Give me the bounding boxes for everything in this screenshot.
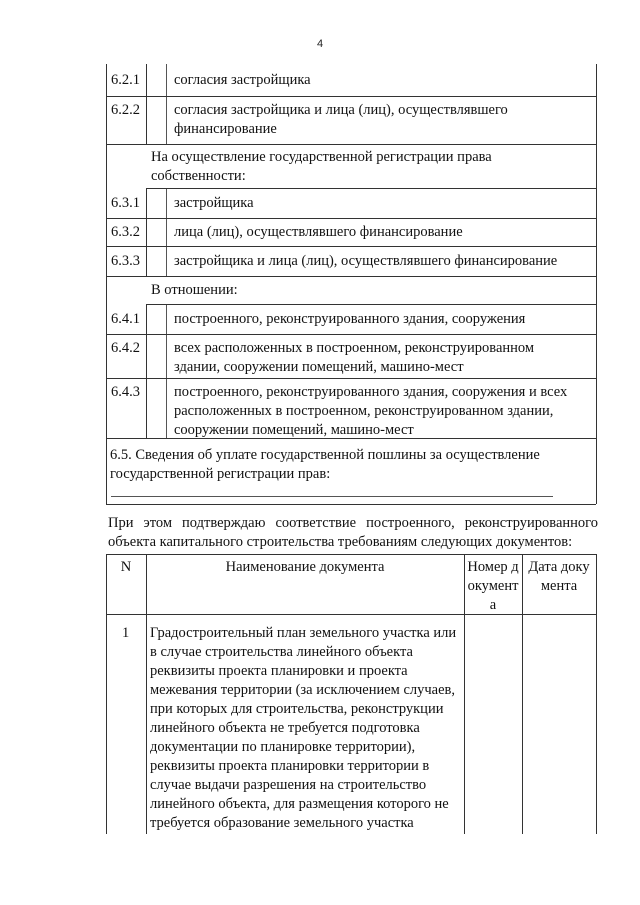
- row-text: всех расположенных в построенном, реконструированном здании, сооружении помещений, машино-мест: [174, 340, 535, 375]
- table-code-column-line: [146, 188, 147, 276]
- row-code: 6.3.1: [111, 195, 140, 211]
- row-code: 6.2.2: [111, 102, 140, 118]
- row-code: 6.4.2: [111, 340, 140, 356]
- row-separator: [146, 188, 596, 189]
- column-separator: [522, 554, 523, 834]
- row-text: застройщика и лица (лиц), осуществлявшего финансирование: [174, 253, 558, 269]
- row-text: лица (лиц), осуществлявшего финансирование: [174, 224, 463, 240]
- table-bottom-border: [106, 504, 596, 505]
- row-separator: [106, 378, 596, 379]
- fee-text: 6.5. Сведения об уплате государственной пошлины за осуществление государственной регистрации прав:: [110, 447, 540, 482]
- row-code: 6.3.3: [111, 253, 140, 269]
- row-number: 1: [122, 625, 130, 641]
- header-date: Дата документа: [528, 559, 590, 594]
- section-heading: В отношении:: [151, 282, 238, 298]
- table-border-right: [596, 64, 597, 504]
- row-separator: [106, 144, 596, 145]
- row-separator: [106, 334, 596, 335]
- row-text: построенного, реконструированного здания, сооружения: [174, 311, 526, 327]
- table-code-column-line: [146, 304, 147, 438]
- column-separator: [146, 554, 147, 834]
- fee-fill-line: [111, 496, 553, 497]
- row-separator: [106, 246, 596, 247]
- row-code: 6.4.1: [111, 311, 140, 327]
- confirmation-paragraph: При этом подтверждаю соответствие построенного, реконструированного объекта капитального строительства требованиям следующих документов:: [108, 515, 598, 550]
- row-code: 6.3.2: [111, 224, 140, 240]
- table-border-left: [106, 554, 107, 834]
- row-text: согласия застройщика и лица (лиц), осуществлявшего финансирование: [174, 102, 508, 137]
- row-text: согласия застройщика: [174, 72, 311, 88]
- row-separator: [106, 218, 596, 219]
- row-code: 6.4.3: [111, 384, 140, 400]
- row-code: 6.2.1: [111, 72, 140, 88]
- row-separator: [106, 276, 596, 277]
- table-border-right: [596, 554, 597, 834]
- row-separator: [146, 304, 596, 305]
- header-name: Наименование документа: [225, 559, 385, 575]
- page-number: 4: [316, 38, 324, 50]
- row-separator: [106, 96, 596, 97]
- header-number: Номер документа: [467, 559, 519, 613]
- header-n: N: [120, 559, 132, 575]
- row-text: построенного, реконструированного здания, сооружения и всех расположенных в построенном, реконструированном здании, сооружении помещений, машино-мест: [174, 384, 568, 438]
- row-text: застройщика: [174, 195, 254, 211]
- document-name: Градостроительный план земельного участка или в случае строительства линейного объекта реквизиты проекта планировки и проекта межевания территории (за исключением случаев, при которых для строительства, реконструкции линейного объекта не требуется подготовка документации по планировке территории), реквизиты проекта планировки территории в случае выдачи разрешения на строительство линейного объекта, для размещения которого не требуется образование земельного участка: [150, 625, 457, 831]
- section-heading: На осуществление государственной регистрации права собственности:: [151, 149, 492, 184]
- table-inner-line: [166, 64, 167, 144]
- table-inner-line: [166, 188, 167, 276]
- table-inner-line: [166, 304, 167, 438]
- table-code-column-line: [146, 64, 147, 144]
- column-separator: [464, 554, 465, 834]
